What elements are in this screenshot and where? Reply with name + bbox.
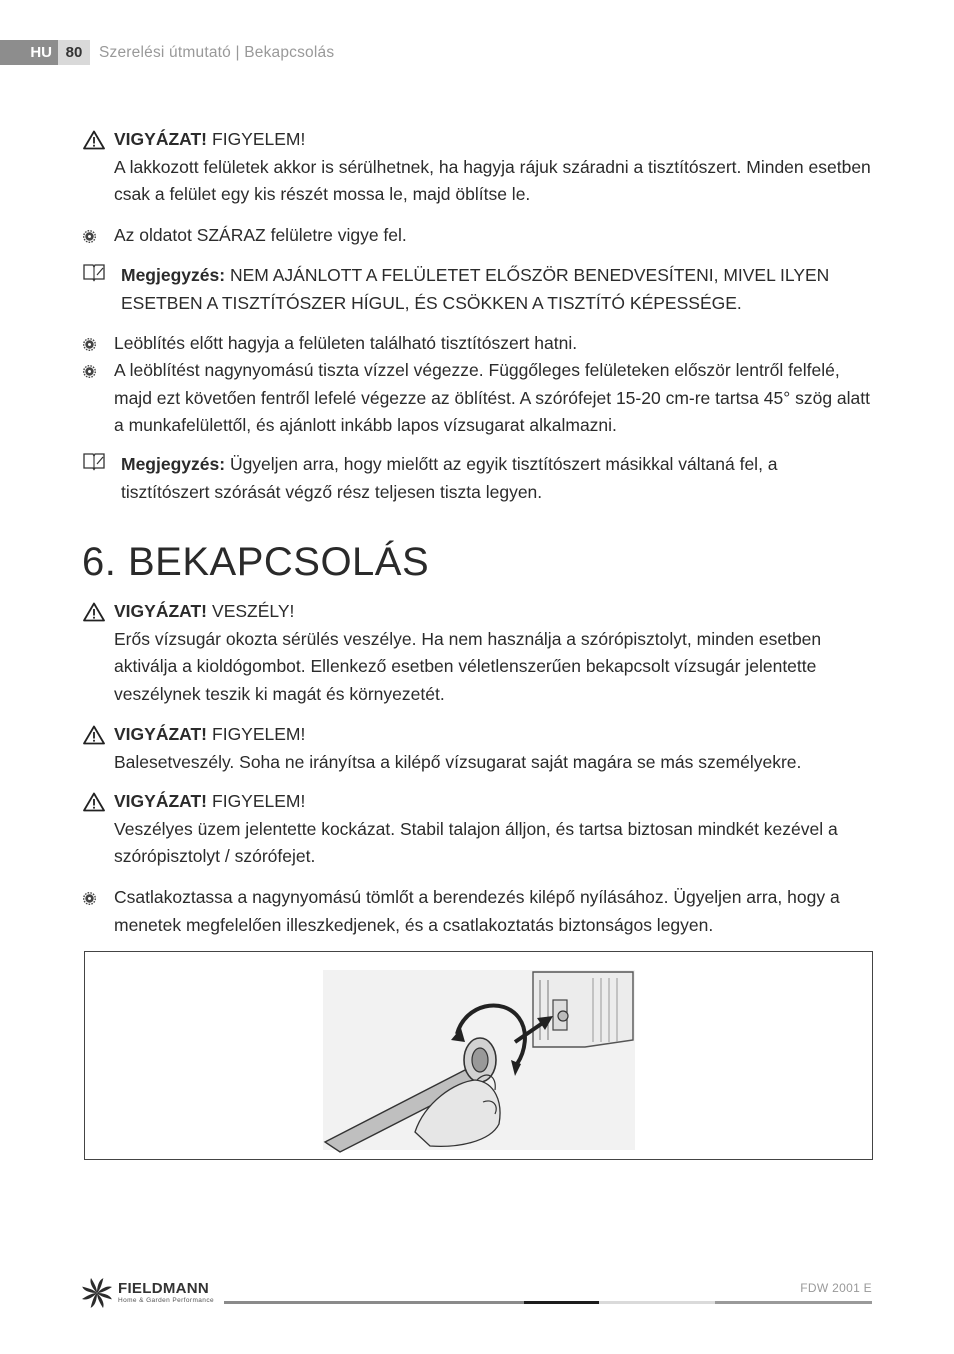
warning-text: Erős vízsugár okozta sérülés veszélye. Ha nem használja a szórópisztolyt, minden esetben aktiválja a kioldógombot. Ellenkező esetben véletlenszerűen bekapcsolt vízsugár jelentette veszélynek teszik ki magát és környezetét. <box>114 628 822 704</box>
note-book-icon <box>82 451 106 471</box>
footer-divider-accent <box>524 1301 599 1304</box>
note-label: Megjegyzés: <box>121 265 226 285</box>
page-header <box>0 40 334 65</box>
language-badge: HU <box>0 40 58 65</box>
bullet-item: Az oldatot SZÁRAZ felületre vigye fel. <box>114 225 407 245</box>
warning-triangle-icon <box>83 130 105 150</box>
brand-tagline: Home & Garden Performance <box>118 1297 214 1305</box>
bullet-item: Csatlakoztassa a nagynyomású tömlőt a berendezés kilépő nyílásához. Ügyeljen arra, hogy a menetek megfelelően illeszkedjenek, és a csatlakoztatás biztonságos legyen. <box>114 887 840 935</box>
gear-bullet-icon <box>83 230 96 243</box>
footer-divider <box>224 1301 524 1304</box>
warning-block <box>114 721 874 776</box>
warning-type: FIGYELEM! <box>212 724 306 744</box>
warning-type: FIGYELEM! <box>212 791 306 811</box>
gear-bullet-icon <box>83 338 96 351</box>
warning-label: VIGYÁZAT! <box>114 791 208 811</box>
warning-type: FIGYELEM! <box>212 129 306 149</box>
warning-block <box>114 126 874 209</box>
gear-bullet-icon <box>83 365 96 378</box>
warning-triangle-icon <box>83 602 105 622</box>
bullet-item: A leöblítést nagynyomású tiszta vízzel végezze. Függőleges felületeken először lentről felfelé, majd ezt követően fentről lefelé végezze az öblítést. A szórófejet 15-20 cm-re tartsa 45° szög alatt a munkafelülettől, és ajánlott inkább lapos vízsugarat alkalmazni. <box>114 360 871 435</box>
model-number: FDW 2001 E <box>800 1281 872 1295</box>
note-text: NEM AJÁNLOTT A FELÜLETET ELŐSZÖR BENEDVESÍTENI, MIVEL ILYEN ESETBEN A TISZTÍTÓSZER HÍGUL, ÉS CSÖKKEN A TISZTÍTÓ KÉPESSÉGE. <box>121 265 830 313</box>
note-text: Ügyeljen arra, hogy mielőtt az egyik tisztítószert másikkal váltaná fel, a tisztítószert szórását végző rész teljesen tiszta legyen. <box>121 454 778 502</box>
brand-name: FIELDMANN <box>118 1280 210 1298</box>
gear-bullet-icon <box>83 892 96 905</box>
section-title: 6. BEKAPCSOLÁS <box>82 540 430 584</box>
warning-triangle-icon <box>83 725 105 745</box>
hose-connection-figure <box>84 951 873 1160</box>
page-number: 80 <box>58 40 90 65</box>
warning-triangle-icon <box>83 792 105 812</box>
bullet-item: Leöblítés előtt hagyja a felületen található tisztítószert hatni. <box>114 333 578 353</box>
header-title: Szerelési útmutató | Bekapcsolás <box>99 43 335 61</box>
note-block <box>121 451 861 506</box>
warning-label: VIGYÁZAT! <box>114 724 208 744</box>
fan-logo-icon <box>80 1276 114 1310</box>
note-book-icon <box>82 262 106 282</box>
hose-connection-illustration <box>85 952 872 1159</box>
warning-label: VIGYÁZAT! <box>114 129 208 149</box>
note-label: Megjegyzés: <box>121 454 226 474</box>
warning-block <box>114 788 874 871</box>
warning-text: Balesetveszély. Soha ne irányítsa a kilépő vízsugarat saját magára se más személyekre. <box>114 751 802 772</box>
footer-divider-light <box>599 1301 715 1304</box>
warning-text: Veszélyes üzem jelentette kockázat. Stabil talajon álljon, és tartsa biztosan mindkét kezével a szórópisztolyt / szórófejet. <box>114 818 838 866</box>
brand-logo <box>80 1276 214 1310</box>
warning-type: VESZÉLY! <box>212 601 295 621</box>
warning-label: VIGYÁZAT! <box>114 601 208 621</box>
warning-text: A lakkozott felületek akkor is sérülhetnek, ha hagyja rájuk száradni a tisztítószert. Minden esetben csak a felület egy kis részét mossa le, majd öblítse le. <box>114 156 871 204</box>
note-block <box>121 262 861 317</box>
warning-block <box>114 598 874 708</box>
footer-divider-end <box>715 1301 872 1304</box>
